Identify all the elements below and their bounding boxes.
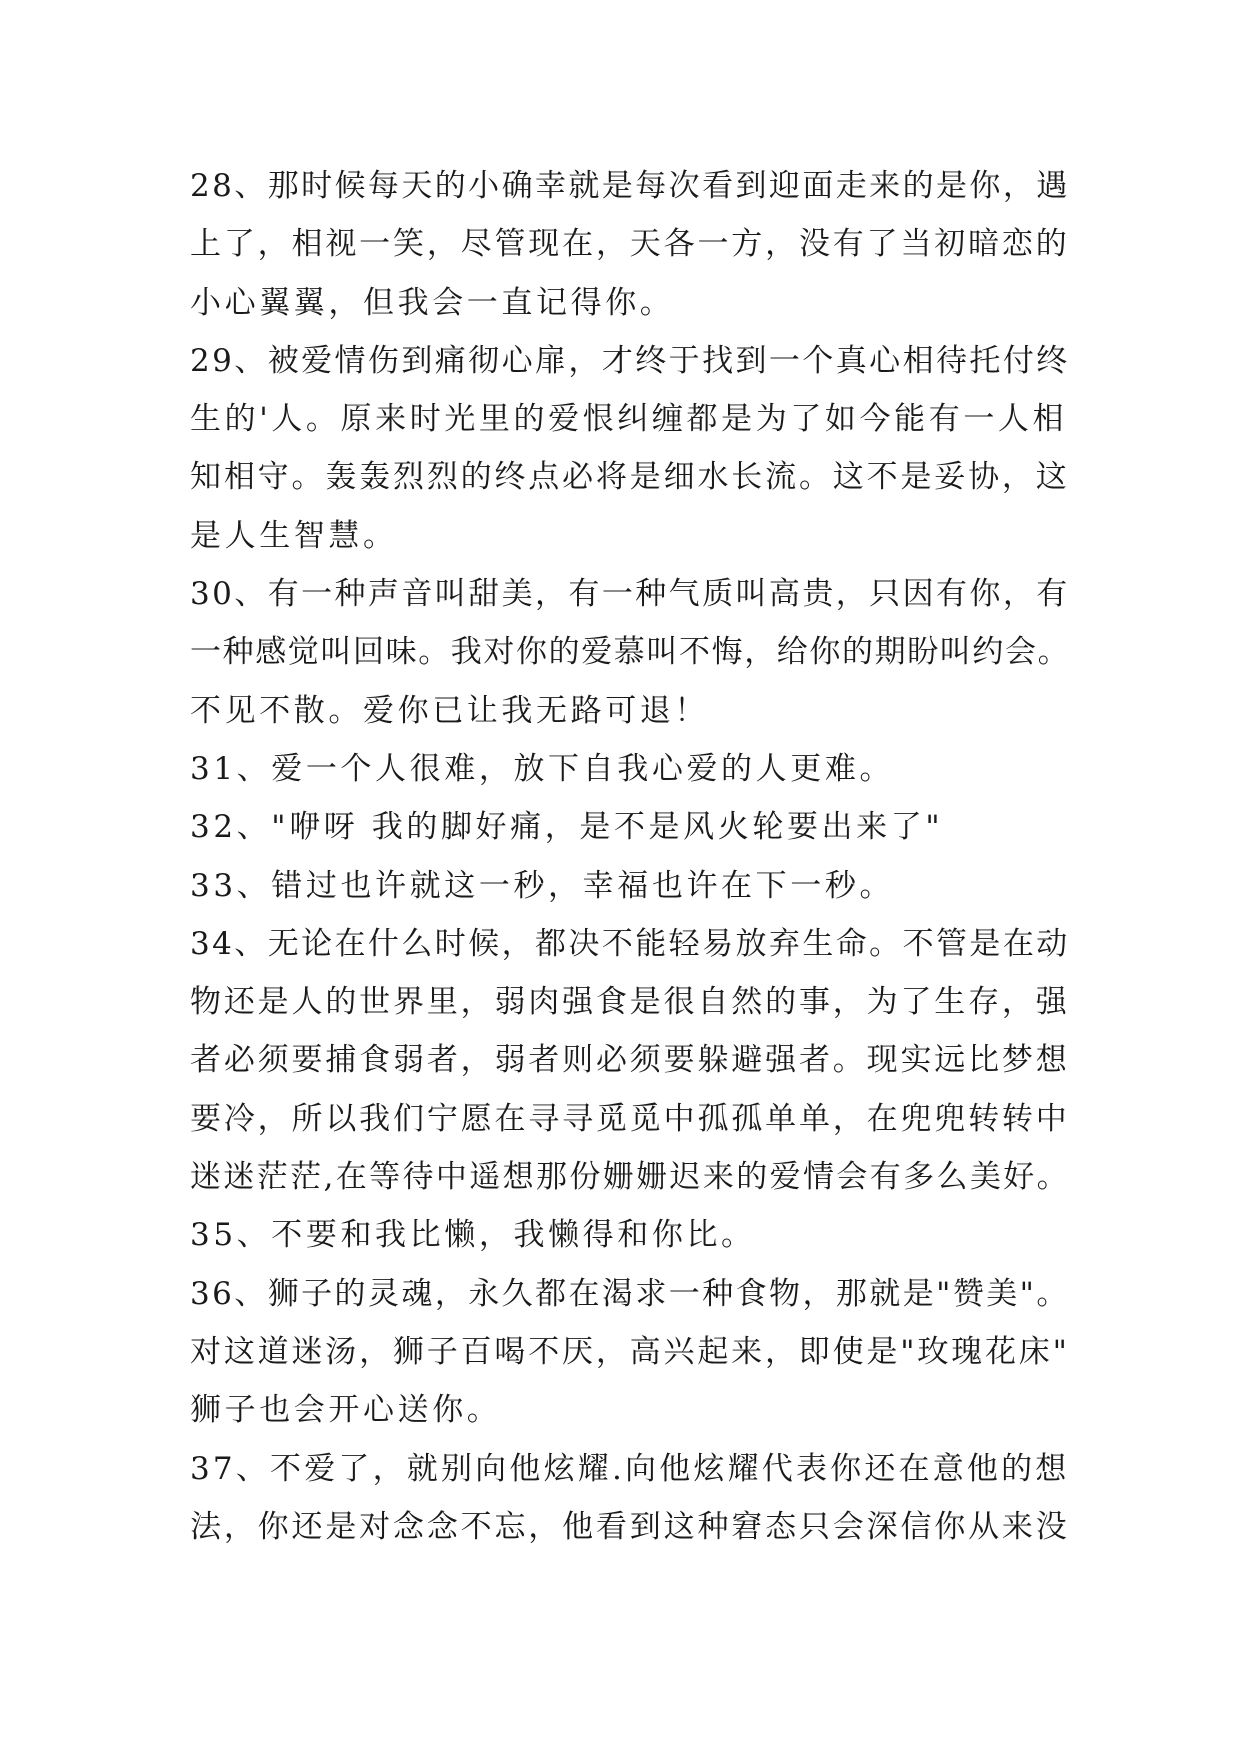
text-line: 上了，相视一笑，尽管现在，天各一方，没有了当初暗恋的 [190,226,1070,263]
text-line: 物还是人的世界里，弱肉强食是很自然的事，为了生存，强 [190,984,1070,1021]
text-line: 迷迷茫茫,在等待中遥想那份姗姗迟来的爱情会有多么美好。 [190,1159,1071,1196]
text-line: 知相守。轰轰烈烈的终点必将是细水长流。这不是妥协，这 [190,459,1070,496]
text-line: 要冷，所以我们宁愿在寻寻觅觅中孤孤单单，在兜兜转转中 [190,1100,1070,1137]
text-line: 31、爱一个人很难，放下自我心爱的人更难。 [190,750,895,787]
text-line: 34、无论在什么时候，都决不能轻易放弃生命。不管是在动 [190,925,1070,962]
document-body [190,157,1070,1556]
text-line: 28、那时候每天的小确幸就是每次看到迎面走来的是你，遇 [190,168,1070,204]
text-line: 法，你还是对念念不忘，他看到这种窘态只会深信你从来没 [190,1508,1070,1545]
text-line: 32、"咿呀 我的脚好痛，是不是风火轮要出来了" [190,809,944,846]
text-line: 33、错过也许就这一秒，幸福也许在下一秒。 [190,867,895,904]
text-line: 对这道迷汤，狮子百喝不厌，高兴起来，即使是"玫瑰花床" [190,1333,1070,1370]
text-line: 29、被爱情伤到痛彻心扉，才终于找到一个真心相待托付终 [190,342,1070,379]
text-line: 生的'人。原来时光里的爱恨纠缠都是为了如今能有一人相 [190,401,1068,438]
text-line: 30、有一种声音叫甜美，有一种气质叫高贵，只因有你，有 [190,576,1070,613]
text-line: 一种感觉叫回味。我对你的爱慕叫不悔，给你的期盼叫约会。 [190,634,1071,671]
text-line: 36、狮子的灵魂，永久都在渴求一种食物，那就是"赞美"。 [190,1275,1070,1312]
text-line: 小心翼翼，但我会一直记得你。 [190,284,675,321]
text-line: 不见不散。爱你已让我无路可退！ [190,692,709,729]
text-line: 35、不要和我比懒，我懒得和你比。 [190,1217,756,1254]
text-line: 是人生智慧。 [190,517,398,554]
text-line: 狮子也会开心送你。 [190,1392,502,1429]
text-line: 37、不爱了，就别向他炫耀.向他炫耀代表你还在意他的想 [190,1450,1070,1487]
text-line: 者必须要捕食弱者，弱者则必须要躲避强者。现实远比梦想 [190,1042,1070,1079]
